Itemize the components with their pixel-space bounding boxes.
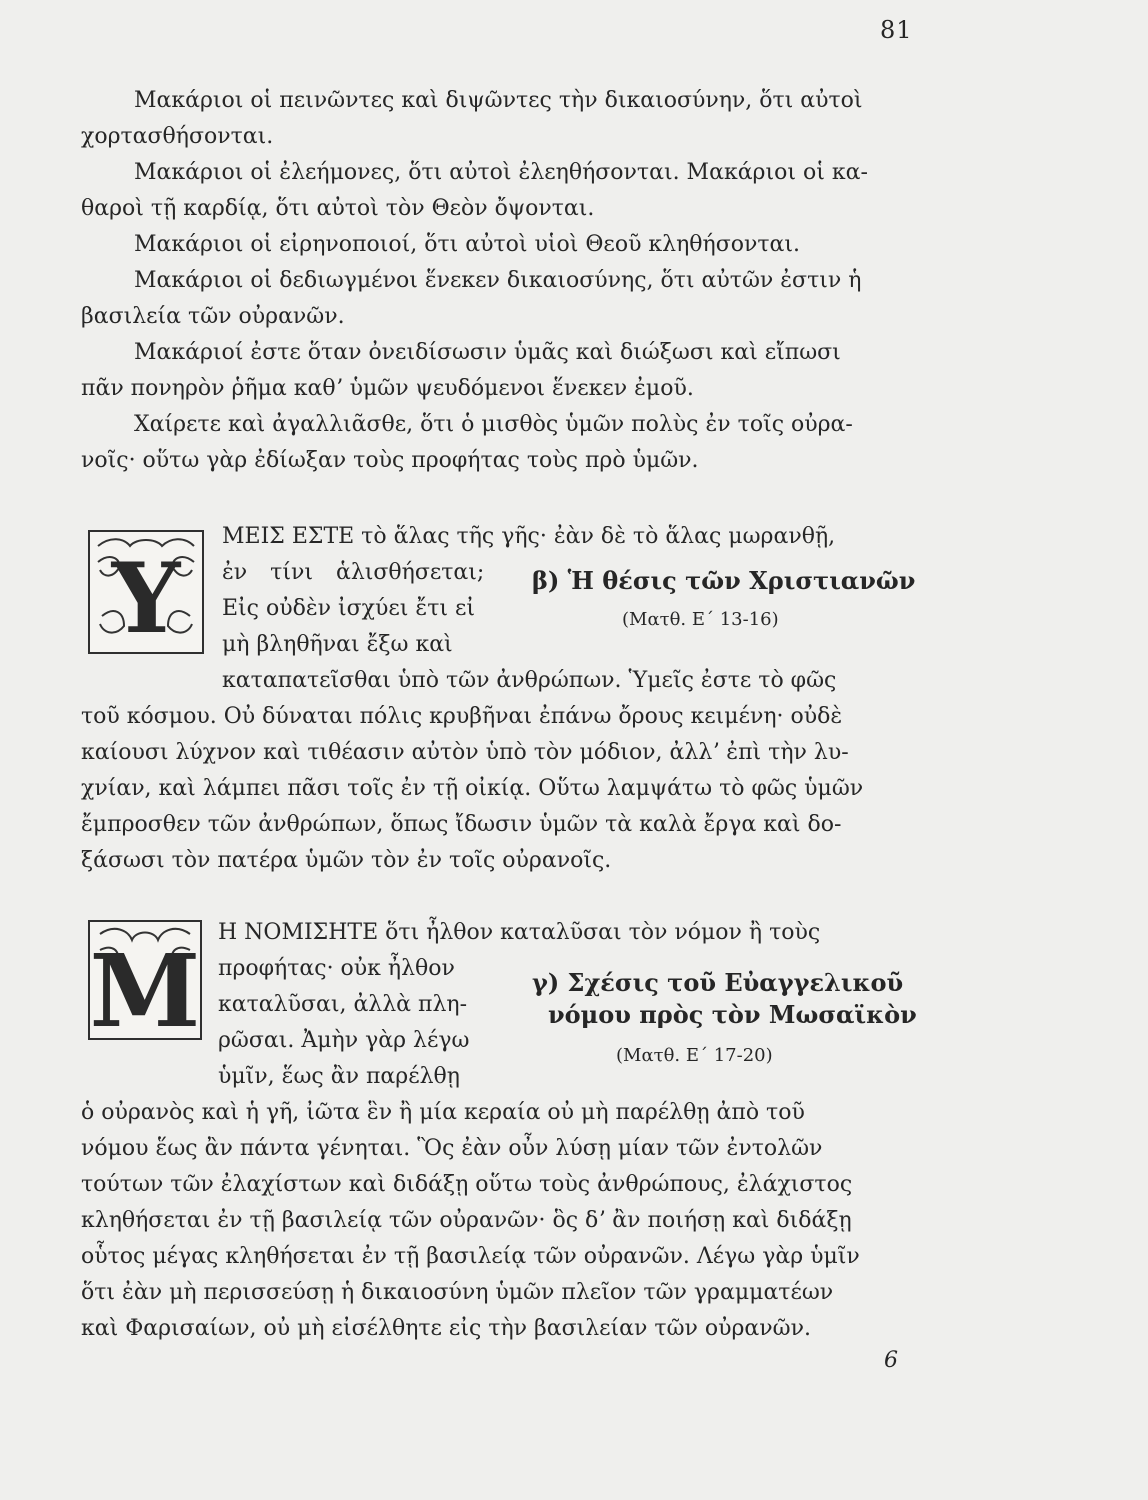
text-line: ΜΕΙΣ ΕΣΤΕ τὸ ἅλας τῆς γῆς· ἐὰν δὲ τὸ ἅλας μωρανθῇ, [222, 524, 836, 549]
text-line: ξάσωσι τὸν πατέρα ὑμῶν τὸν ἐν τοῖς οὐρανοῖς. [81, 848, 612, 873]
ornament-icon [90, 922, 200, 1038]
section-heading-gamma-line2: νόμου πρὸς τὸν Μωσαϊκὸν [548, 1000, 917, 1029]
text-line: καίουσι λύχνον καὶ τιθέασιν αὐτὸν ὑπὸ τὸν μόδιον, ἀλλʼ ἐπὶ τὴν λυ- [81, 740, 849, 765]
text-line: νοῖς· οὕτω γὰρ ἐδίωξαν τοὺς προφήτας τοὺς πρὸ ὑμῶν. [81, 448, 699, 473]
text-line: Μακάριοι οἱ ἐλεήμονες, ὅτι αὐτοὶ ἐλεηθήσονται. Μακάριοι οἱ κα- [134, 160, 868, 185]
text-line: τούτων τῶν ἐλαχίστων καὶ διδάξῃ οὕτω τοὺς ἀνθρώπους, ἐλάχιστος [81, 1172, 853, 1197]
text-line: χορτασθήσονται. [81, 124, 274, 149]
text-line: νόμου ἕως ἂν πάντα γένηται. Ὃς ἐὰν οὖν λύσῃ μίαν τῶν ἐντολῶν [81, 1136, 823, 1161]
scripture-reference: (Ματθ. Ε΄ 13-16) [622, 609, 779, 630]
decorative-dropcap-upsilon [88, 530, 204, 654]
section-heading-beta: β) Ἡ θέσις τῶν Χριστιανῶν [532, 566, 916, 595]
ornament-icon [90, 532, 202, 652]
dropcap-letter: M [90, 932, 200, 1038]
page-number: 81 [880, 16, 913, 44]
text-line: Μακάριοί ἐστε ὅταν ὀνειδίσωσιν ὑμᾶς καὶ διώξωσι καὶ εἴπωσι [134, 340, 841, 365]
text-line: καὶ Φαρισαίων, οὐ μὴ εἰσέλθητε εἰς τὴν βασιλείαν τῶν οὐρανῶν. [81, 1316, 811, 1341]
text-line: Μακάριοι οἱ δεδιωγμένοι ἕνεκεν δικαιοσύνης, ὅτι αὐτῶν ἐστιν ἡ [134, 268, 862, 293]
signature-mark: 6 [884, 1348, 898, 1373]
text-line: θαροὶ τῇ καρδίᾳ, ὅτι αὐτοὶ τὸν Θεὸν ὄψονται. [81, 196, 595, 221]
text-line: ὑμῖν, ἕως ἂν παρέλθῃ [218, 1064, 460, 1089]
text-line: Εἰς οὐδὲν ἰσχύει ἔτι εἰ [222, 596, 476, 621]
text-line: Η ΝΟΜΙΣΗΤΕ ὅτι ἦλθον καταλῦσαι τὸν νόμον ἢ τοὺς [218, 920, 821, 945]
text-line: Μακάριοι οἱ εἰρηνοποιοί, ὅτι αὐτοὶ υἱοὶ Θεοῦ κληθήσονται. [134, 232, 801, 257]
text-line: οὗτος μέγας κληθήσεται ἐν τῇ βασιλείᾳ τῶν οὐρανῶν. Λέγω γὰρ ὑμῖν [81, 1244, 860, 1269]
text-line: ἐν τίνι ἁλισθήσεται; [222, 560, 485, 585]
text-line: ὁ οὐρανὸς καὶ ἡ γῆ, ἰῶτα ἓν ἢ μία κεραία οὐ μὴ παρέλθῃ ἀπὸ τοῦ [81, 1100, 805, 1125]
text-line: ὅτι ἐὰν μὴ περισσεύσῃ ἡ δικαιοσύνη ὑμῶν πλεῖον τῶν γραμματέων [81, 1280, 834, 1305]
text-line: βασιλεία τῶν οὐρανῶν. [81, 304, 345, 329]
text-line: ρῶσαι. Ἀμὴν γὰρ λέγω [218, 1028, 470, 1053]
text-line: ἔμπροσθεν τῶν ἀνθρώπων, ὅπως ἴδωσιν ὑμῶν τὰ καλὰ ἔργα καὶ δο- [81, 812, 842, 837]
text-line: κληθήσεται ἐν τῇ βασιλείᾳ τῶν οὐρανῶν· ὃς δʼ ἂν ποιήσῃ καὶ διδάξῃ [81, 1208, 852, 1233]
text-line: καταλῦσαι, ἀλλὰ πλη- [218, 992, 468, 1017]
text-line: μὴ βληθῆναι ἔξω καὶ [222, 632, 453, 657]
text-line: πᾶν πονηρὸν ῥῆμα καθʼ ὑμῶν ψευδόμενοι ἕνεκεν ἐμοῦ. [81, 376, 694, 401]
text-line: τοῦ κόσμου. Οὐ δύναται πόλις κρυβῆναι ἐπάνω ὄρους κειμένη· οὐδὲ [81, 704, 843, 729]
scripture-reference: (Ματθ. Ε΄ 17-20) [616, 1045, 773, 1066]
section-heading-gamma-line1: γ) Σχέσις τοῦ Εὐαγγελικοῦ [532, 968, 904, 997]
text-line: καταπατεῖσθαι ὑπὸ τῶν ἀνθρώπων. Ὑμεῖς ἐστε τὸ φῶς [222, 668, 837, 693]
text-line: χνίαν, καὶ λάμπει πᾶσι τοῖς ἐν τῇ οἰκίᾳ. Οὕτω λαμψάτω τὸ φῶς ὑμῶν [81, 776, 864, 801]
text-line: Χαίρετε καὶ ἀγαλλιᾶσθε, ὅτι ὁ μισθὸς ὑμῶν πολὺς ἐν τοῖς οὐρα- [134, 412, 853, 437]
decorative-dropcap-mu [88, 920, 202, 1040]
dropcap-letter: Υ [111, 542, 181, 652]
text-line: Μακάριοι οἱ πεινῶντες καὶ διψῶντες τὴν δικαιοσύνην, ὅτι αὐτοὶ [134, 88, 863, 113]
text-line: προφήτας· οὐκ ἦλθον [218, 956, 455, 981]
